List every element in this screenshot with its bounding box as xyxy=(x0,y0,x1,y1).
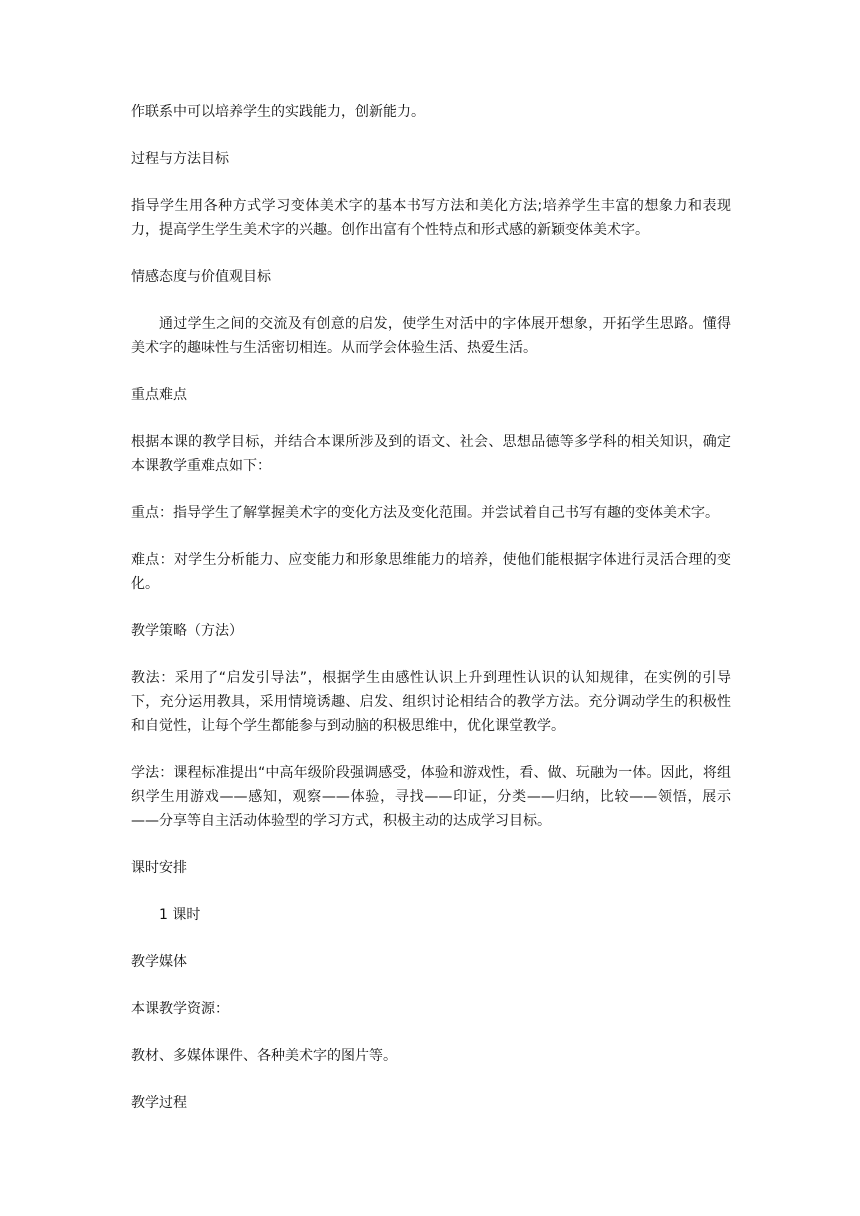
paragraph-resources-list: 教材、多媒体课件、各种美术字的图片等。 xyxy=(131,1048,397,1064)
paragraph-key-points-intro: 根据本课的教学目标，并结合本课所涉及到的语文、社会、思想品德等多学科的相关知识，确定本课教学重难点如下： xyxy=(131,434,731,474)
heading-emotion-attitude-goals: 情感态度与价值观目标 xyxy=(131,269,271,285)
heading-teaching-process: 教学过程 xyxy=(131,1095,187,1111)
heading-key-difficult-points: 重点难点 xyxy=(131,387,187,403)
heading-class-schedule: 课时安排 xyxy=(131,860,187,876)
paragraph-emotion-attitude: 通过学生之间的交流及有创意的启发，使学生对活中的字体展开想象，开拓学生思路。懂得美术字的趣味性与生活密切相连。从而学会体验生活、热爱生活。 xyxy=(131,316,731,356)
document-body xyxy=(131,100,731,1138)
paragraph-difficult-point: 难点：对学生分析能力、应变能力和形象思维能力的培养，使他们能根据字体进行灵活合理的变化。 xyxy=(131,552,731,592)
paragraph-resources-label: 本课教学资源： xyxy=(131,1001,229,1017)
heading-teaching-media: 教学媒体 xyxy=(131,954,187,970)
heading-teaching-strategy: 教学策略（方法） xyxy=(131,623,243,639)
paragraph-learning-method: 学法：课程标准提出“中高年级阶段强调感受，体验和游戏性，看、做、玩融为一体。因此，将组织学生用游戏——感知，观察——体验，寻找——印证，分类——归纳，比较——领悟，展示——分享等自主活动体验型的学习方式，积极主动的达成学习目标。 xyxy=(131,765,731,829)
paragraph-class-hours: 1 课时 xyxy=(159,907,201,923)
paragraph-key-point: 重点：指导学生了解掌握美术字的变化方法及变化范围。并尝试着自己书写有趣的变体美术字。 xyxy=(131,505,719,521)
paragraph-process-method: 指导学生用各种方式学习变体美术字的基本书写方法和美化方法;培养学生丰富的想象力和表现力，提高学生学生美术字的兴趣。创作出富有个性特点和形式感的新颖变体美术字。 xyxy=(131,198,731,238)
heading-process-method-goals: 过程与方法目标 xyxy=(131,151,229,167)
paragraph-continuation: 作联系中可以培养学生的实践能力，创新能力。 xyxy=(131,104,425,120)
paragraph-teaching-method: 教法：采用了“启发引导法”，根据学生由感性认识上升到理性认识的认知规律，在实例的引导下，充分运用教具，采用情境诱趣、启发、组织讨论相结合的教学方法。充分调动学生的积极性和自觉性，让每个学生都能参与到动脑的积极思维中，优化课堂教学。 xyxy=(131,670,731,734)
